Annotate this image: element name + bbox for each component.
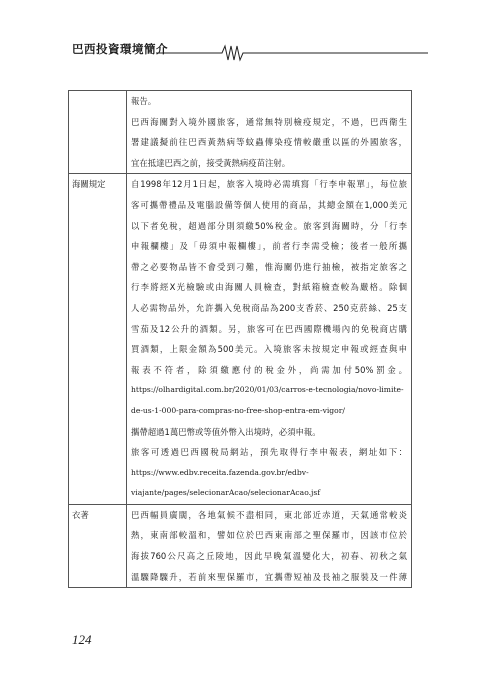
text-line: 以下者免稅，超過部分則須繳50%稅金。旅客到海關時，分「行李 (131, 220, 407, 231)
text-line: 宜在抵達巴西之前，接受黃熱病疫苗注射。 (131, 157, 291, 168)
url-line: https://olhardigital.com.br/2020/01/03/carros-e-tecnologia/novo-limite- (131, 385, 404, 395)
table-row (69, 504, 412, 587)
text-line: 旅客可透過巴西國稅局網站，預先取得行李申報表，網址如下： (131, 447, 407, 458)
text-line: 巴西海關對入境外國旅客，通常無特別檢疫規定，不過，巴西衛生 (131, 116, 407, 127)
row-content (127, 91, 412, 174)
text-line: 報告。 (131, 96, 157, 106)
text-line: 巴西幅員廣闊，各地氣候不盡相同，東北部近赤道，天氣通常較炎 (131, 509, 407, 520)
text-line: 署建議擬前往巴西黃熱病等蚊蟲傳染疫情較嚴重以區的外國旅客， (131, 137, 407, 148)
text-line: 人必需物品外，允許攜入免稅商品為200支香菸、250克菸絲、25支 (131, 302, 407, 313)
row-label (69, 91, 127, 174)
text-line: 報表不符者，除須繳應付的稅金外，尚需加付50%罰金。 (131, 364, 407, 375)
url-line: https://www.edbv.receita.fazenda.gov.br/edbv- (131, 467, 309, 477)
row-label: 衣著 (69, 504, 127, 587)
text-line: 買酒類，上限金額為500美元。入境旅客未按規定申報或經查與申 (131, 344, 407, 355)
table-row (69, 174, 412, 505)
text-line: 海拔760公尺高之丘陵地，因此早晚氣溫變化大，初春、初秋之氣 (131, 551, 407, 562)
header-heartbeat-rule (68, 43, 428, 63)
page-number: 124 (72, 632, 92, 647)
text-line: 熱，東南部較溫和，譬如位於巴西東南部之聖保羅市，因該市位於 (131, 530, 407, 541)
text-line: 攜帶超過1萬巴幣或等值外幣入出境時，必須申報。 (131, 426, 321, 437)
text-line: 帶之必要物品皆不會受到刁難，惟海關仍進行抽檢，被指定旅客之 (131, 261, 407, 272)
text-line: 溫驟降驟升，若前來聖保羅市，宜攜帶短袖及長袖之服裝及一件薄 (131, 571, 407, 582)
text-line: 客可攜帶禮品及電腦設備等個人使用的商品，其總金額在1,000美元 (131, 199, 407, 210)
row-content (127, 504, 412, 587)
table-row (69, 91, 412, 174)
info-table (68, 90, 412, 588)
row-label: 海關規定 (69, 174, 127, 505)
url-line: de-us-1-000-para-compras-no-free-shop-entra-em-vigor/ (131, 405, 345, 415)
row-content (127, 174, 412, 505)
text-line: 雪茄及12公升的酒類。另，旅客可在巴西國際機場內的免稅商店購 (131, 323, 407, 334)
header-title: 巴西投資環境簡介 (72, 42, 168, 56)
text-line: 行李將經X光檢驗或由海關人員檢查，對紙箱檢查較為嚴格。除個 (131, 282, 407, 293)
text-line: 自1998年12月1日起，旅客入境時必需填寫「行李申報單」，每位旅 (131, 179, 407, 190)
text-line: 申報欄樓」及「毋須申報欄樓」，前者行李需受檢；後者一般所攜 (131, 241, 407, 252)
url-line: viajante/pages/selecionarAcao/selecionarAcao.jsf (131, 488, 321, 498)
